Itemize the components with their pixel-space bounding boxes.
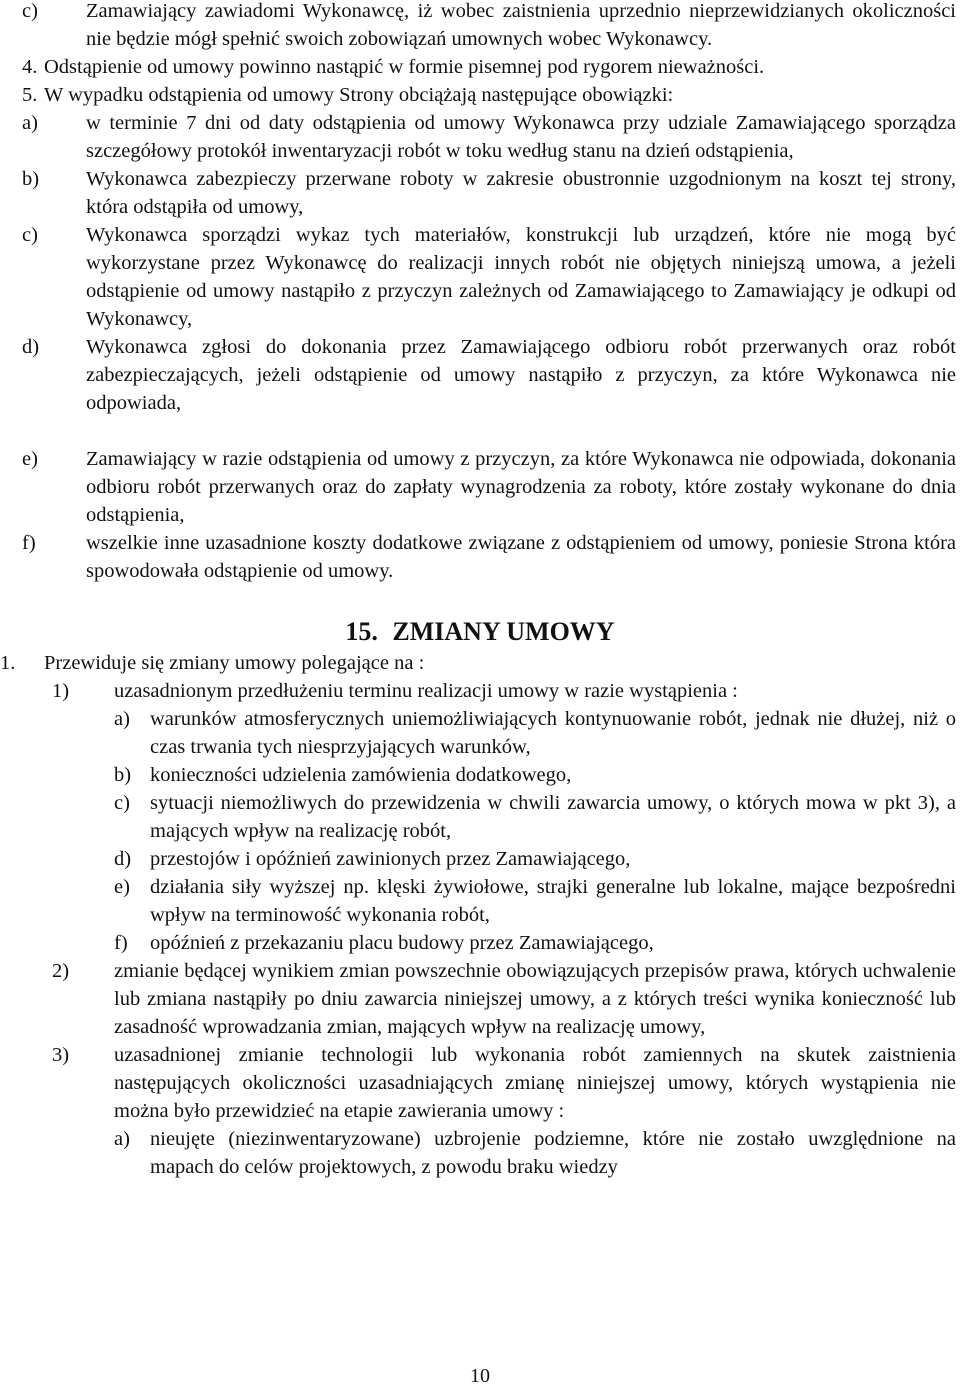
list-marker: a) — [22, 112, 38, 134]
changes-intro — [0, 649, 960, 677]
list-marker: 2) — [52, 960, 70, 982]
change-subitem-c — [0, 789, 960, 845]
change-subitem-d — [0, 845, 960, 873]
paragraph-gap — [0, 417, 960, 445]
change-item-text: uzasadnionej zmianie technologii lub wykonania robót zamiennych na skutek zaistnienia następujących okoliczności uzasadniających zmianę niniejszej umowy, których wystąpienia nie można było przewidzieć na etapie zawierania umowy : — [114, 1044, 956, 1122]
obligation-text: wszelkie inne uzasadnione koszty dodatkowe związane z odstąpieniem od umowy, poniesie Strona która spowodowała odstąpienie od umowy. — [86, 532, 956, 582]
obligation-e — [0, 445, 960, 529]
list-marker: 5. — [22, 84, 38, 106]
list-marker: b) — [22, 168, 40, 190]
list-marker: c) — [22, 224, 38, 246]
clause-text: Zamawiający zawiadomi Wykonawcę, iż wobec zaistnienia uprzednio nieprzewidzianych okoliczności nie będzie mógł spełnić swoich zobowiązań umownych wobec Wykonawcy. — [86, 0, 956, 50]
change-item-text: uzasadnionym przedłużeniu terminu realizacji umowy w razie wystąpienia : — [114, 680, 738, 702]
obligation-d — [0, 333, 960, 417]
section-heading — [0, 585, 960, 649]
obligation-text: Wykonawca sporządzi wykaz tych materiałów, konstrukcji lub urządzeń, które nie mogą być wykorzystane przez Wykonawcę do realizacji innych robót nie objętych niniejszą umowa, a jeżeli odstąpienie od umowy nastąpiło z przyczyn zależnych od Zamawiającego to Zamawiający je odkupi od Wykonawcy, — [86, 224, 956, 330]
page-number: 10 — [470, 1365, 490, 1387]
change-subitem-text: sytuacji niemożliwych do przewidzenia w chwili zawarcia umowy, o których mowa w pkt 3), a mających wpływ na realizację robót, — [150, 792, 956, 842]
list-marker: 1. — [0, 652, 16, 674]
list-marker: 4. — [22, 56, 38, 78]
clause-text: W wypadku odstąpienia od umowy Strony obciążają następujące obowiązki: — [44, 84, 674, 106]
obligation-b — [0, 165, 960, 221]
change-item-1 — [0, 677, 960, 705]
list-marker: e) — [22, 448, 38, 470]
section-title: ZMIANY UMOWY — [392, 617, 615, 646]
change-item-2 — [0, 957, 960, 1041]
change-subitem-a — [0, 705, 960, 761]
obligation-a — [0, 109, 960, 165]
obligation-text: Wykonawca zgłosi do dokonania przez Zamawiającego odbioru robót przerwanych oraz robót zabezpieczających, jeżeli odstąpienie od umowy nastąpiło z przyczyn, za które Wykonawca nie odpowiada, — [86, 336, 956, 414]
change-subitem-text: przestojów i opóźnień zawinionych przez Zamawiającego, — [150, 848, 631, 870]
change-subitem-text: konieczności udzielenia zamówienia dodatkowego, — [150, 764, 572, 786]
clause-c-notice — [0, 0, 960, 53]
obligation-text: w terminie 7 dni od daty odstąpienia od umowy Wykonawca przy udziale Zamawiającego sporządza szczegółowy protokół inwentaryzacji robót w toku według stanu na dzień odstąpienia, — [86, 112, 956, 162]
list-marker: a) — [114, 1128, 130, 1150]
list-marker: a) — [114, 708, 130, 730]
obligation-f — [0, 529, 960, 585]
list-marker: e) — [114, 876, 130, 898]
list-marker: c) — [22, 0, 38, 22]
clause-4 — [0, 53, 960, 81]
list-marker: c) — [114, 792, 130, 814]
change-subitem-text: opóźnień z przekazaniu placu budowy przez Zamawiającego, — [150, 932, 654, 954]
change-subitem-text: nieujęte (niezinwentaryzowane) uzbrojenie podziemne, które nie zostało uwzględnione na mapach do celów projektowych, z powodu braku wiedzy — [150, 1128, 956, 1178]
list-marker: f) — [22, 532, 36, 554]
change-subitem-f — [0, 929, 960, 957]
list-marker: f) — [114, 932, 128, 954]
change-subitem-text: działania siły wyższej np. klęski żywiołowe, strajki generalne lub lokalne, mające bezpośredni wpływ na terminowość wykonania robót, — [150, 876, 956, 926]
change-subitem-text: warunków atmosferycznych uniemożliwiających kontynuowanie robót, jednak nie dłużej, niż o czas trwania tych niesprzyjających warunków, — [150, 708, 956, 758]
obligation-c — [0, 221, 960, 333]
change-item-text: zmianie będącej wynikiem zmian powszechnie obowiązujących przepisów prawa, których uchwalenie lub zmiana nastąpiły po dniu zawarcia niniejszej umowy, a z których treści wynika konieczność lub zasadność wprowadzania zmian, mających wpływ na realizację umowy, — [114, 960, 956, 1038]
change-subitem-b — [0, 761, 960, 789]
clause-text: Odstąpienie od umowy powinno nastąpić w formie pisemnej pod rygorem nieważności. — [44, 56, 765, 78]
section-number: 15. — [345, 617, 378, 646]
list-marker: 3) — [52, 1044, 70, 1066]
list-marker: d) — [22, 336, 40, 358]
list-marker: 1) — [52, 680, 70, 702]
list-marker: d) — [114, 848, 132, 870]
change-item-3-subitem-a — [0, 1125, 960, 1181]
clause-5 — [0, 81, 960, 109]
change-item-3 — [0, 1041, 960, 1125]
list-marker: b) — [114, 764, 132, 786]
change-subitem-e — [0, 873, 960, 929]
changes-intro-text: Przewiduje się zmiany umowy polegające na : — [44, 652, 425, 674]
obligation-text: Zamawiający w razie odstąpienia od umowy z przyczyn, za które Wykonawca nie odpowiada, dokonania odbioru robót przerwanych oraz do zapłaty wynagrodzenia za roboty, które zostały wykonane do dnia odstąpienia, — [86, 448, 956, 526]
obligation-text: Wykonawca zabezpieczy przerwane roboty w zakresie obustronnie uzgodnionym na koszt tej strony, która odstąpiła od umowy, — [86, 168, 956, 218]
